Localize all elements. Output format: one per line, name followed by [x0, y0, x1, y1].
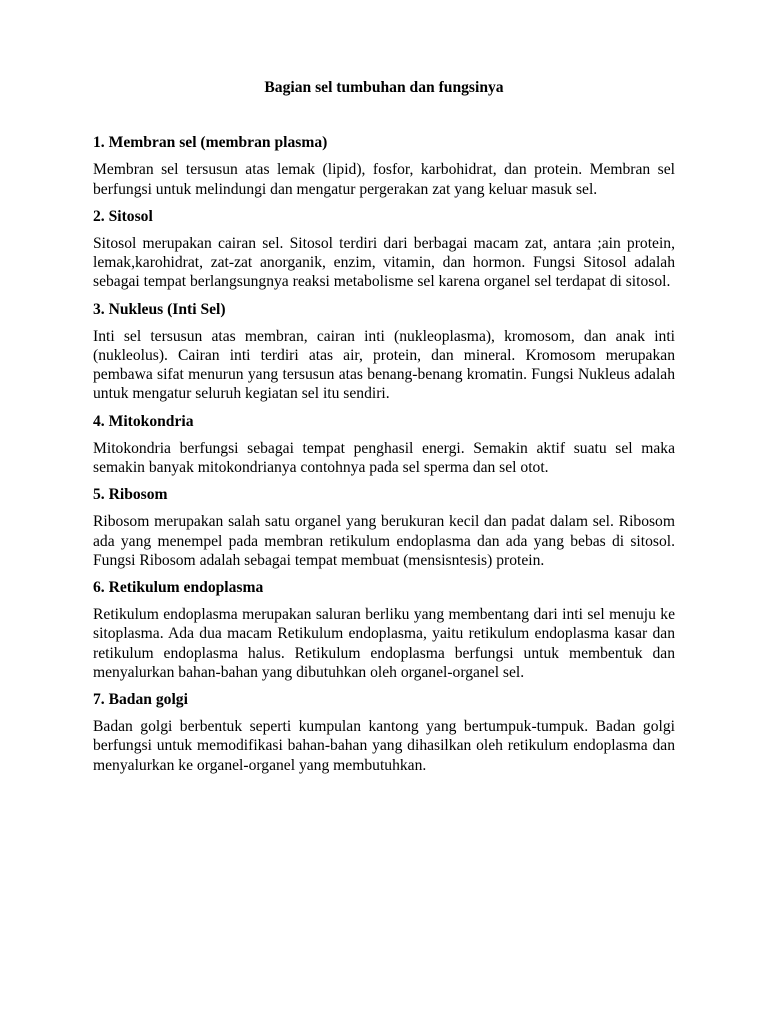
section-heading	[93, 300, 675, 319]
section-body: Retikulum endoplasma merupakan saluran berliku yang membentang dari inti sel menuju ke sitoplasma. Ada dua macam Retikulum endoplasma, yaitu retikulum endoplasma kasar dan retikulum endoplasma halus. Retikulum endoplasma berfungsi untuk membentuk dan menyalurkan bahan-bahan yang dibutuhkan oleh organel-organel sel.	[93, 606, 675, 681]
section-heading	[93, 207, 675, 226]
section-nukleus	[93, 300, 675, 404]
section-ribosom	[93, 485, 675, 570]
section-number: 5.	[93, 486, 105, 504]
section-body: Mitokondria berfungsi sebagai tempat penghasil energi. Semakin aktif suatu sel maka semakin banyak mitokondrianya contohnya pada sel sperma dan sel otot.	[93, 439, 675, 477]
section-number: 2.	[93, 207, 105, 225]
section-membran-sel	[93, 133, 675, 199]
section-number: 6.	[93, 579, 105, 597]
section-body: Inti sel tersusun atas membran, cairan inti (nukleoplasma), kromosom, dan anak inti (nukleolus). Cairan inti terdiri atas air, protein, dan mineral. Kromosom merupakan pembawa sifat menurun yang tersusun atas benang-benang kromatin. Fungsi Nukleus adalah untuk mengatur seluruh kegiatan sel itu sendiri.	[93, 327, 675, 403]
section-number: 4.	[93, 412, 105, 430]
section-mitokondria	[93, 412, 675, 478]
document-title: Bagian sel tumbuhan dan fungsinya	[264, 79, 504, 96]
section-body: Sitosol merupakan cairan sel. Sitosol terdiri dari berbagai macam zat, antara ;ain protein, lemak,karohidrat, zat-zat anorganik, enzim, vitamin, dan hormon. Fungsi Sitosol adalah sebagai tempat berlangsungnya reaksi metabolisme sel karena organel sel terdapat di sitosol.	[93, 235, 675, 291]
section-title: Mitokondria	[108, 412, 194, 430]
section-body: Ribosom merupakan salah satu organel yang berukuran kecil dan padat dalam sel. Ribosom ada yang menempel pada membran retikulum endoplasma dan ada yang bebas di sitosol. Fungsi Ribosom adalah sebagai tempat membuat (mensisntesis) protein.	[93, 513, 675, 569]
section-title: Nukleus (Inti Sel)	[108, 300, 226, 318]
document-content	[93, 78, 675, 783]
section-heading	[93, 485, 675, 504]
section-retikulum-endoplasma	[93, 578, 675, 682]
section-title: Ribosom	[108, 486, 168, 504]
section-body: Membran sel tersusun atas lemak (lipid), fosfor, karbohidrat, dan protein. Membran sel berfungsi untuk melindungi dan mengatur pergerakan zat yang keluar masuk sel.	[93, 161, 675, 198]
section-body: Badan golgi berbentuk seperti kumpulan kantong yang bertumpuk-tumpuk. Badan golgi berfungsi untuk memodifikasi bahan-bahan yang dihasilkan oleh retikulum endoplasma dan menyalurkan ke organel-organel yang membutuhkan.	[93, 718, 675, 774]
section-number: 1.	[93, 134, 105, 152]
section-title: Membran sel (membran plasma)	[108, 134, 328, 152]
section-badan-golgi	[93, 690, 675, 775]
section-heading	[93, 133, 675, 152]
section-number: 3.	[93, 300, 105, 318]
section-sitosol	[93, 207, 675, 292]
section-number: 7.	[93, 691, 105, 709]
section-heading	[93, 412, 675, 431]
section-heading	[93, 690, 675, 709]
section-title: Badan golgi	[108, 691, 188, 709]
section-heading	[93, 578, 675, 597]
section-title: Retikulum endoplasma	[108, 579, 264, 597]
section-title: Sitosol	[108, 207, 153, 225]
